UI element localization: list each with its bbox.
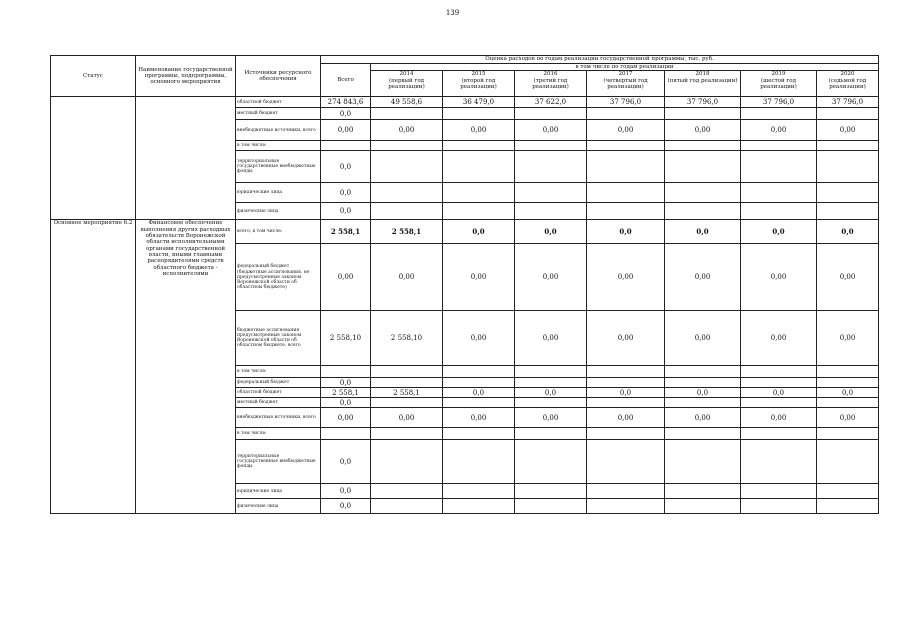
empty-cell [741,151,817,183]
empty-cell [817,203,879,220]
empty-cell [741,428,817,440]
empty-cell [443,151,515,183]
year-note: (пятый год реализации) [667,77,738,84]
source-label: областной бюджет [236,97,321,108]
year-value: 0,0 [741,388,817,398]
empty-cell [665,203,741,220]
source-label: всего, в том числе: [236,220,321,244]
year-value: 49 558,6 [371,97,443,108]
total-value: 2 558,1 [321,388,371,398]
source-label: внебюджетные источники, всего [236,120,321,141]
empty-cell [443,440,515,484]
year-value: 0,00 [665,311,741,366]
year-header [443,71,515,97]
empty-cell [587,398,665,408]
empty-cell [665,378,741,388]
empty-cell [817,108,879,120]
empty-cell [741,366,817,378]
header-by-years: в том числе по годам реализации [371,64,879,71]
empty-cell [817,151,879,183]
empty-cell [515,428,587,440]
empty-cell [665,366,741,378]
source-label: местный бюджет [236,108,321,120]
empty-cell [371,428,443,440]
measure-status: Основное мероприятие 6.2 [51,220,136,514]
total-value: 0,0 [321,499,371,514]
source-label: федеральный бюджет (бюджетные ассигнования, не предусмотренные законом Воронежской области об областном бюджете) [236,244,321,311]
empty-cell [443,366,515,378]
year-header [817,71,879,97]
year-note: (шестой год реализации) [760,77,797,90]
total-value: 0,0 [321,484,371,499]
year-label: 2020 [840,71,855,78]
empty-cell [817,183,879,203]
year-note: (седьмой год реализации) [828,77,867,90]
empty-cell [741,398,817,408]
year-label: 2015 [471,71,486,78]
year-value: 37 796,0 [741,97,817,108]
empty-cell [371,484,443,499]
year-note: (второй год реализации) [460,77,497,90]
empty-cell [741,108,817,120]
year-value: 2 558,10 [371,311,443,366]
program-cell [136,97,236,220]
year-value: 0,0 [817,220,879,244]
empty-cell [371,141,443,151]
year-note: (третий год реализации) [532,77,569,90]
empty-cell [371,378,443,388]
empty-cell [321,428,371,440]
total-value: 0,0 [321,378,371,388]
source-label: физические лица [236,499,321,514]
year-value: 0,0 [817,388,879,398]
year-value: 0,00 [741,120,817,141]
year-value: 0,00 [587,311,665,366]
total-value: 0,0 [321,183,371,203]
empty-cell [817,440,879,484]
table-row [51,220,879,244]
year-label: 2017 [618,71,633,78]
header-program: Наименование государственной программы, подпрограммы, основного мероприятия [136,56,236,97]
empty-cell [371,398,443,408]
total-value: 2 558,1 [321,220,371,244]
source-label: территориальные государственные внебюджетные фонды [236,151,321,183]
empty-cell [443,398,515,408]
empty-cell [515,499,587,514]
year-value: 37 796,0 [665,97,741,108]
year-value: 0,0 [665,220,741,244]
year-value: 0,00 [371,408,443,428]
empty-cell [371,499,443,514]
total-value: 274 843,6 [321,97,371,108]
empty-cell [741,440,817,484]
empty-cell [443,428,515,440]
empty-cell [587,499,665,514]
page-number: 139 [445,9,460,17]
empty-cell [817,428,879,440]
year-value: 0,0 [443,388,515,398]
year-value: 0,00 [665,244,741,311]
year-header [587,71,665,97]
year-value: 0,0 [741,220,817,244]
empty-cell [741,203,817,220]
year-value: 0,00 [665,120,741,141]
year-value: 0,00 [515,408,587,428]
empty-cell [515,141,587,151]
source-label: физические лица [236,203,321,220]
header-sources: Источники ресурсного обеспечения [236,56,321,97]
source-label: местный бюджет [236,398,321,408]
year-note: (четвертый год реализации) [603,77,648,90]
empty-cell [443,378,515,388]
year-value: 0,0 [587,220,665,244]
year-value: 0,0 [515,220,587,244]
year-value: 0,00 [741,244,817,311]
empty-cell [665,499,741,514]
empty-cell [587,428,665,440]
year-value: 37 622,0 [515,97,587,108]
year-header [515,71,587,97]
year-label: 2019 [771,71,786,78]
empty-cell [321,141,371,151]
year-label: 2016 [543,71,558,78]
year-value: 0,0 [515,388,587,398]
total-value: 0,0 [321,108,371,120]
empty-cell [515,484,587,499]
header-status: Статус [51,56,136,97]
source-label: юридические лица [236,484,321,499]
source-label: областной бюджет [236,388,321,398]
empty-cell [515,151,587,183]
total-value: 0,00 [321,244,371,311]
empty-cell [443,484,515,499]
empty-cell [443,108,515,120]
source-label: внебюджетные источники, всего [236,408,321,428]
empty-cell [665,183,741,203]
year-value: 0,00 [371,244,443,311]
year-value: 0,00 [741,311,817,366]
empty-cell [371,183,443,203]
empty-cell [587,366,665,378]
empty-cell [371,366,443,378]
table-row [51,97,879,108]
empty-cell [741,141,817,151]
year-value: 0,0 [587,388,665,398]
empty-cell [587,203,665,220]
source-label: федеральный бюджет [236,378,321,388]
year-value: 0,00 [741,408,817,428]
year-value: 0,00 [587,408,665,428]
year-value: 0,00 [515,311,587,366]
source-label: бюджетные ассигнования предусмотренные законом Воронежской области об областном бюджете, всего [236,311,321,366]
year-value: 0,0 [665,388,741,398]
empty-cell [817,378,879,388]
year-value: 36 479,0 [443,97,515,108]
empty-cell [665,108,741,120]
empty-cell [515,183,587,203]
year-value: 0,00 [587,120,665,141]
total-value: 0,0 [321,440,371,484]
total-value: 0,0 [321,203,371,220]
empty-cell [515,108,587,120]
year-value: 0,00 [443,408,515,428]
year-value: 0,00 [665,408,741,428]
empty-cell [587,440,665,484]
empty-cell [443,203,515,220]
empty-cell [665,484,741,499]
empty-cell [587,108,665,120]
empty-cell [817,141,879,151]
year-value: 2 558,1 [371,388,443,398]
empty-cell [817,499,879,514]
source-label: территориальные государственные внебюджетные фонды [236,440,321,484]
year-value: 0,00 [515,244,587,311]
empty-cell [371,440,443,484]
empty-cell [665,428,741,440]
year-value: 37 796,0 [817,97,879,108]
empty-cell [515,398,587,408]
year-header [741,71,817,97]
year-value: 0,00 [515,120,587,141]
year-value: 0,00 [817,120,879,141]
year-value: 0,00 [443,120,515,141]
total-value: 0,00 [321,120,371,141]
empty-cell [515,440,587,484]
empty-cell [665,440,741,484]
empty-cell [515,366,587,378]
total-value: 0,0 [321,398,371,408]
total-value: 2 558,10 [321,311,371,366]
empty-cell [741,183,817,203]
source-label: в том числе: [236,141,321,151]
year-value: 0,00 [443,244,515,311]
empty-cell [371,108,443,120]
empty-cell [587,141,665,151]
year-value: 0,00 [443,311,515,366]
header-estimate: Оценка расходов по годам реализации государственной программы, тыс. руб. [321,56,879,64]
empty-cell [665,151,741,183]
empty-cell [515,203,587,220]
empty-cell [515,378,587,388]
empty-cell [741,378,817,388]
source-label: в том числе: [236,428,321,440]
source-label: в том числе: [236,366,321,378]
empty-cell [587,183,665,203]
year-value: 2 558,1 [371,220,443,244]
empty-cell [321,366,371,378]
empty-cell [443,499,515,514]
measure-name: Финансовое обеспечение выполнения других расходных обязательств Воронежской области исполнительными органами государственной власти, иными главными распорядителями средств областного бюджета - исполнителями [136,220,236,514]
year-label: 2014 [399,71,414,78]
empty-cell [741,499,817,514]
source-label: юридические лица [236,183,321,203]
total-value: 0,00 [321,408,371,428]
total-value: 0,0 [321,151,371,183]
year-value: 0,00 [587,244,665,311]
header-total: Всего [321,64,371,97]
expenditure-table [50,55,879,514]
year-value: 37 796,0 [587,97,665,108]
empty-cell [371,151,443,183]
year-value: 0,00 [817,244,879,311]
empty-cell [741,484,817,499]
year-value: 0,00 [817,311,879,366]
empty-cell [817,484,879,499]
year-note: (первый год реализации) [388,77,425,90]
year-header [371,71,443,97]
year-value: 0,0 [443,220,515,244]
year-label: 2018 [695,71,710,78]
empty-cell [665,398,741,408]
empty-cell [665,141,741,151]
year-value: 0,00 [817,408,879,428]
empty-cell [587,484,665,499]
empty-cell [443,141,515,151]
empty-cell [587,378,665,388]
year-header [665,71,741,97]
empty-cell [371,203,443,220]
empty-cell [817,366,879,378]
status-cell [51,97,136,220]
year-value: 0,00 [371,120,443,141]
empty-cell [817,398,879,408]
empty-cell [443,183,515,203]
empty-cell [587,151,665,183]
